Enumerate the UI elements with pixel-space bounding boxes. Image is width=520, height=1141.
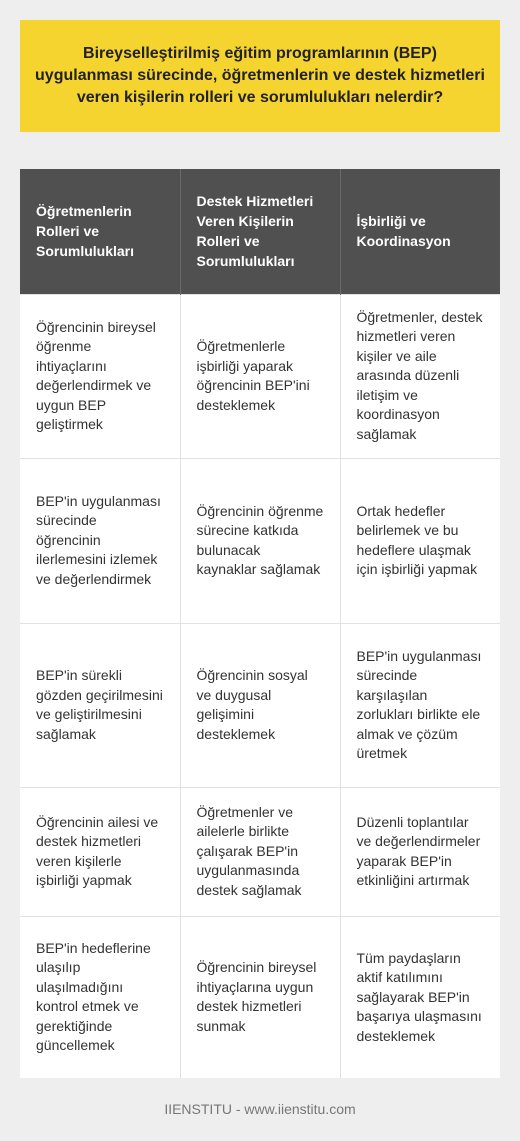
roles-table [20, 169, 500, 1078]
page-title: Bireyselleştirilmiş eğitim programlarının (BEP) uygulanması sürecinde, öğretmenlerin ve destek hizmetleri veren kişilerin rolleri ve sorumlulukları nelerdir? [35, 45, 485, 106]
table-cell: BEP'in uygulanması sürecinde öğrencinin ilerlemesini izlemek ve değerlendirmek [20, 458, 180, 623]
footer-credit: IIENSTITU - www.iienstitu.com [164, 1101, 356, 1117]
table-cell: BEP'in hedeflerine ulaşılıp ulaşılmadığını kontrol etmek ve gerektiğinde güncellemek [20, 916, 180, 1078]
column-header-cooperation: İşbirliği ve Koordinasyon [340, 169, 500, 294]
table-row [20, 623, 500, 787]
table-header-row [20, 169, 500, 294]
table-row [20, 294, 500, 458]
table-row [20, 458, 500, 623]
table-row [20, 787, 500, 916]
title-banner [20, 20, 500, 132]
table-cell: Öğrencinin sosyal ve duygusal gelişimini desteklemek [180, 623, 340, 787]
table-cell: Öğretmenler ve ailelerle birlikte çalışarak BEP'in uygulanmasında destek sağlamak [180, 787, 340, 916]
table-cell: Ortak hedefler belirlemek ve bu hedeflere ulaşmak için işbirliği yapmak [340, 458, 500, 623]
table-cell: Öğrencinin öğrenme sürecine katkıda bulunacak kaynaklar sağlamak [180, 458, 340, 623]
column-header-support-staff: Destek Hizmetleri Veren Kişilerin Rolleri ve Sorumlulukları [180, 169, 340, 294]
table-cell: Düzenli toplantılar ve değerlendirmeler yaparak BEP'in etkinliğini artırmak [340, 787, 500, 916]
table-row [20, 916, 500, 1078]
table-cell: Öğrencinin ailesi ve destek hizmetleri veren kişilerle işbirliği yapmak [20, 787, 180, 916]
table-cell: Öğretmenlerle işbirliği yaparak öğrencinin BEP'ini desteklemek [180, 294, 340, 458]
table-cell: Öğretmenler, destek hizmetleri veren kişiler ve aile arasında düzenli iletişim ve koordinasyon sağlamak [340, 294, 500, 458]
table-cell: Tüm paydaşların aktif katılımını sağlayarak BEP'in başarıya ulaşmasını desteklemek [340, 916, 500, 1078]
table-cell: BEP'in uygulanması sürecinde karşılaşılan zorlukları birlikte ele almak ve çözüm üretmek [340, 623, 500, 787]
table-cell: Öğrencinin bireysel ihtiyaçlarına uygun destek hizmetleri sunmak [180, 916, 340, 1078]
column-header-teachers: Öğretmenlerin Rolleri ve Sorumlulukları [20, 169, 180, 294]
table-cell: Öğrencinin bireysel öğrenme ihtiyaçlarını değerlendirmek ve uygun BEP geliştirmek [20, 294, 180, 458]
table-cell: BEP'in sürekli gözden geçirilmesini ve geliştirilmesini sağlamak [20, 623, 180, 787]
